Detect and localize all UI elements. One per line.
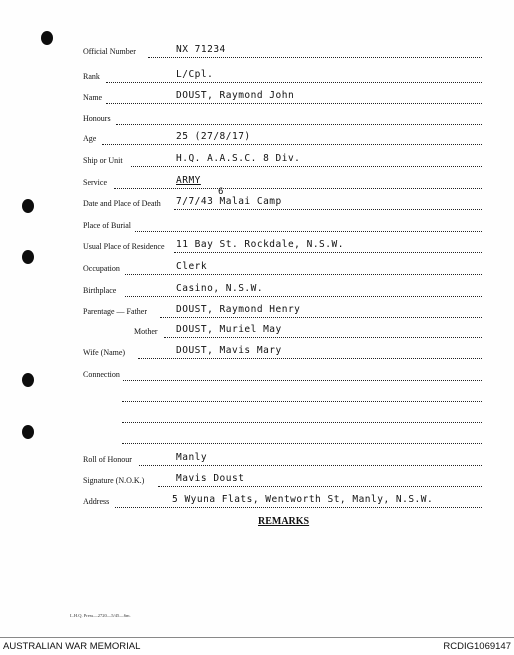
dotted-line (114, 188, 482, 189)
row-official-number (0, 46, 514, 62)
row-ship-or-unit (0, 155, 514, 171)
connection-line-4 (0, 432, 514, 448)
row-wife (0, 347, 514, 363)
dotted-line (138, 358, 482, 359)
row-rank (0, 71, 514, 87)
father-value: DOUST, Raymond Henry (176, 304, 301, 315)
row-connection (0, 369, 514, 385)
residence-label: Usual Place of Residence (83, 242, 165, 251)
connection-line-2 (0, 390, 514, 406)
residence-value: 11 Bay St. Rockdale, N.S.W. (176, 239, 344, 250)
death-value: 7/7/43 Malai Camp (176, 196, 282, 207)
row-age (0, 133, 514, 149)
remarks-heading: REMARKS (258, 516, 310, 527)
honours-label: Honours (83, 114, 111, 123)
dotted-line (123, 380, 482, 381)
name-value: DOUST, Raymond John (176, 90, 295, 101)
footer-institution: AUSTRALIAN WAR MEMORIAL (3, 641, 141, 652)
connection-label: Connection (83, 370, 120, 379)
dotted-line (122, 401, 482, 402)
archive-footer (0, 637, 514, 655)
dotted-line (106, 82, 482, 83)
service-value: ARMY (176, 175, 201, 186)
dotted-line (139, 465, 482, 466)
death-date-correction: 6 (218, 187, 224, 197)
row-death (0, 198, 514, 214)
row-address (0, 496, 514, 512)
ship-or-unit-label: Ship or Unit (83, 156, 123, 165)
footer-record-id: RCDIG1069147 (443, 641, 511, 652)
row-name (0, 92, 514, 108)
ship-or-unit-value: H.Q. A.A.S.C. 8 Div. (176, 153, 301, 164)
dotted-line (106, 103, 482, 104)
official-number-label: Official Number (83, 47, 136, 56)
roll-label: Roll of Honour (83, 455, 132, 464)
row-residence (0, 241, 514, 257)
dotted-line (122, 422, 482, 423)
dotted-line (125, 274, 482, 275)
mother-value: DOUST, Muriel May (176, 324, 282, 335)
birthplace-value: Casino, N.S.W. (176, 283, 264, 294)
dotted-line (135, 231, 482, 232)
row-nok (0, 475, 514, 491)
dotted-line (160, 317, 482, 318)
row-honours (0, 113, 514, 129)
connection-line-3 (0, 411, 514, 427)
row-burial (0, 220, 514, 236)
dotted-line (164, 337, 482, 338)
roll-value: Manly (176, 452, 208, 463)
dotted-line (115, 507, 482, 508)
row-service (0, 177, 514, 193)
dotted-line (116, 124, 482, 125)
nok-label: Signature (N.O.K.) (83, 476, 145, 485)
death-label: Date and Place of Death (83, 199, 161, 208)
dotted-line (102, 144, 482, 145)
punch-hole-top (41, 31, 53, 45)
row-roll-of-honour (0, 454, 514, 470)
burial-label: Place of Burial (83, 221, 131, 230)
dotted-line (158, 486, 482, 487)
address-label: Address (83, 497, 110, 506)
rank-label: Rank (83, 72, 100, 81)
printer-note: L.H.Q. Press—2720—5/45—6m. (70, 613, 131, 618)
nok-value: Mavis Doust (176, 473, 245, 484)
wife-value: DOUST, Mavis Mary (176, 345, 282, 356)
rank-value: L/Cpl. (176, 69, 214, 80)
dotted-line (125, 296, 482, 297)
occupation-value: Clerk (176, 261, 208, 272)
name-label: Name (83, 93, 103, 102)
dotted-line (174, 252, 482, 253)
dotted-line (122, 443, 482, 444)
father-label: Parentage — Father (83, 307, 147, 316)
dotted-line (174, 209, 482, 210)
birthplace-label: Birthplace (83, 286, 117, 295)
age-value: 25 (27/8/17) (176, 131, 251, 142)
dotted-line (131, 166, 482, 167)
age-label: Age (83, 134, 97, 143)
dotted-line (148, 57, 482, 58)
occupation-label: Occupation (83, 264, 120, 273)
mother-label: Mother (134, 327, 158, 336)
official-number-value: NX 71234 (176, 44, 226, 55)
service-label: Service (83, 178, 107, 187)
row-birthplace (0, 285, 514, 301)
row-mother (0, 326, 514, 342)
wife-label: Wife (Name) (83, 348, 126, 357)
row-occupation (0, 263, 514, 279)
row-father (0, 306, 514, 322)
address-value: 5 Wyuna Flats, Wentworth St, Manly, N.S.W. (172, 494, 434, 505)
